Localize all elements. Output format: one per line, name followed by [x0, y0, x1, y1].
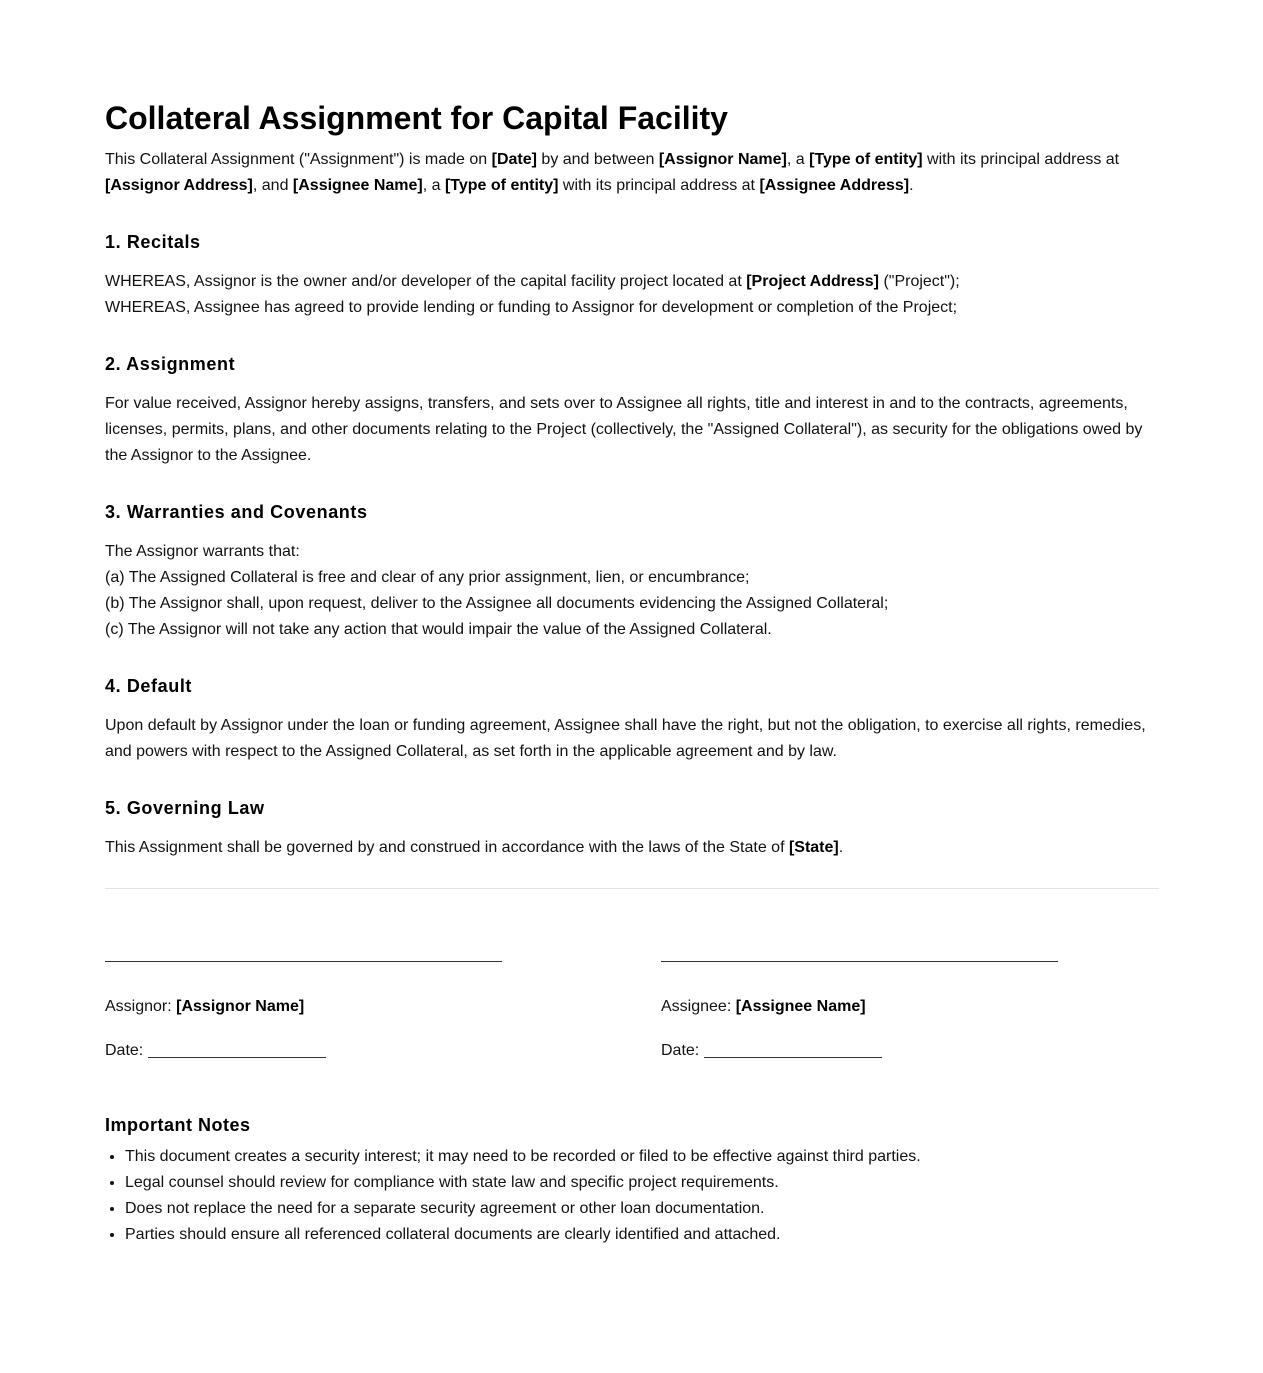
intro-text: by and between: [536, 151, 659, 168]
list-item: • Does not replace the need for a separate security agreement or other loan documentation.: [125, 1196, 1159, 1222]
date-blank-line: [148, 1041, 326, 1058]
section-heading: 4. Default: [105, 676, 193, 696]
warranty-line: The Assignor warrants that:: [105, 543, 300, 560]
important-notes: [105, 1114, 1159, 1248]
section-heading: 1. Recitals: [105, 232, 201, 252]
notes-list: [105, 1144, 1159, 1248]
section-heading: 2. Assignment: [105, 354, 236, 374]
section-body: [105, 269, 1159, 321]
assignee-name-placeholder: [Assignee Name]: [292, 177, 423, 194]
recital-line: WHEREAS, Assignee has agreed to provide lending or funding to Assignor for development or completion of the Project;: [105, 299, 958, 316]
warranty-line: (c) The Assignor will not take any action that would impair the value of the Assigned Collateral.: [105, 621, 772, 638]
intro-text: , and: [252, 177, 293, 194]
date-placeholder: [Date]: [491, 151, 537, 168]
section-recitals: [105, 231, 1159, 321]
signature-block: [105, 889, 1159, 1059]
section-assignment: [105, 353, 1159, 469]
intro-text: with its principal address at: [922, 151, 1120, 168]
assignor-name-placeholder: [Assignor Name]: [658, 151, 787, 168]
assignee-label: Assignee: [Assignee Name]: [661, 998, 866, 1015]
intro-text: This Collateral Assignment ("Assignment") is made on: [105, 151, 492, 168]
warranty-line: (b) The Assignor shall, upon request, deliver to the Assignee all documents evidencing the Assigned Collateral;: [105, 595, 889, 612]
section-body: [105, 539, 1159, 643]
list-item: • This document creates a security interest; it may need to be recorded or filed to be effective against third parties.: [125, 1144, 1159, 1170]
list-item: • Parties should ensure all referenced collateral documents are clearly identified and attached.: [125, 1222, 1159, 1248]
notes-heading: Important Notes: [105, 1115, 251, 1135]
section-body: This Assignment shall be governed by and construed in accordance with the laws of the State of [State].: [105, 839, 844, 856]
assignee-date: Date:: [661, 1040, 882, 1062]
state-placeholder: [State]: [788, 839, 839, 856]
section-governing-law: [105, 797, 1159, 861]
list-item: • Legal counsel should review for compliance with state law and specific project requirements.: [125, 1170, 1159, 1196]
signature-line: [661, 961, 1058, 962]
warranty-line: (a) The Assigned Collateral is free and clear of any prior assignment, lien, or encumbrance;: [105, 569, 750, 586]
intro-paragraph: [105, 147, 1159, 199]
intro-text: with its principal address at: [558, 177, 760, 194]
project-address-placeholder: [Project Address]: [746, 273, 879, 290]
assignor-address-placeholder: [Assignor Address]: [105, 177, 253, 194]
assignee-entity-type-placeholder: [Type of entity]: [444, 177, 559, 194]
intro-text: .: [909, 177, 914, 194]
section-default: [105, 675, 1159, 765]
assignee-name-placeholder: [Assignee Name]: [735, 998, 866, 1015]
section-body: Upon default by Assignor under the loan or funding agreement, Assignee shall have the right, but not the obligation, to exercise all rights, remedies, and powers with respect to the Assigned Collateral, as set forth in the applicable agreement and by law.: [105, 717, 1146, 760]
section-heading: 5. Governing Law: [105, 798, 265, 818]
recital-line: WHEREAS, Assignor is the owner and/or developer of the capital facility project located at [Project Address] ("Project");: [105, 273, 960, 290]
section-body: For value received, Assignor hereby assigns, transfers, and sets over to Assignee all rights, title and interest in and to the contracts, agreements, licenses, permits, plans, and other documents relating to the Project (collectively, the "Assigned Collateral"), as security for the obligations owed by the Assignor to the Assignee.: [105, 395, 1143, 464]
intro-text: , a: [422, 177, 445, 194]
assignee-address-placeholder: [Assignee Address]: [759, 177, 910, 194]
assignor-label: Assignor: [Assignor Name]: [105, 998, 305, 1015]
assignor-entity-type-placeholder: [Type of entity]: [809, 151, 923, 168]
section-heading: 3. Warranties and Covenants: [105, 502, 368, 522]
assignor-date: Date:: [105, 1040, 326, 1062]
assignor-name-placeholder: [Assignor Name]: [176, 998, 305, 1015]
document: [105, 0, 1159, 1248]
intro-text: , a: [786, 151, 810, 168]
date-blank-line: [704, 1041, 882, 1058]
signature-line: [105, 961, 502, 962]
section-warranties: [105, 501, 1159, 643]
document-title: Collateral Assignment for Capital Facility: [105, 100, 728, 136]
